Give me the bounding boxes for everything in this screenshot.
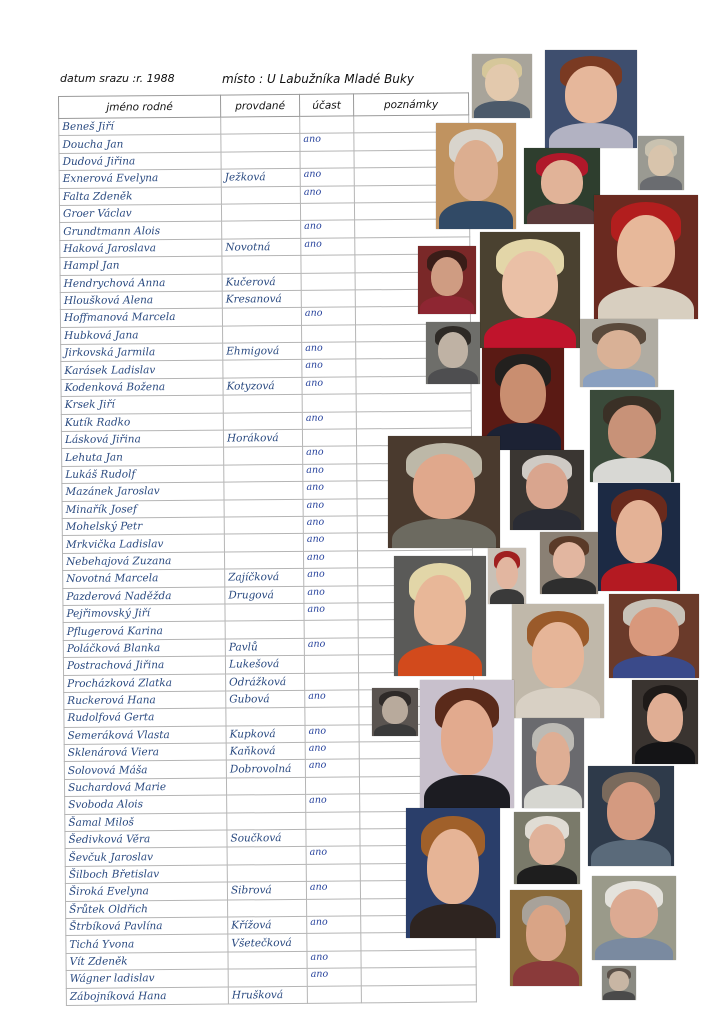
cell-birth-name: Suchardová Marie bbox=[64, 778, 226, 797]
portrait-photo bbox=[590, 390, 674, 482]
cell-birth-name: Šrůtek Oldřich bbox=[66, 900, 228, 919]
cell-birth-name: Poláčková Blanka bbox=[63, 639, 225, 658]
cell-birth-name: Haková Jaroslava bbox=[60, 239, 222, 258]
cell-attendance: ano bbox=[305, 759, 359, 777]
portrait-photo bbox=[480, 232, 580, 348]
cell-birth-name: Grundtmann Alois bbox=[60, 221, 222, 240]
cell-attendance: ano bbox=[304, 638, 358, 656]
cell-birth-name: Šedivková Věra bbox=[65, 830, 227, 849]
cell-birth-name: Krsek Jiří bbox=[61, 395, 223, 414]
cell-married-name: Kaňková bbox=[226, 742, 305, 760]
cell-attendance: ano bbox=[303, 551, 357, 569]
reunion-date: datum srazu :r. 1988 bbox=[60, 72, 175, 85]
portrait-photo bbox=[472, 54, 532, 118]
cell-birth-name: Jirkovská Jarmila bbox=[61, 343, 223, 362]
cell-birth-name: Postrachová Jiřina bbox=[63, 656, 225, 675]
cell-birth-name: Karásek Ladislav bbox=[61, 361, 223, 380]
cell-birth-name: Hloušková Alena bbox=[60, 291, 222, 310]
portrait-photo bbox=[394, 556, 486, 676]
cell-birth-name: Sklenárová Viera bbox=[64, 743, 226, 762]
cell-attendance: ano bbox=[300, 185, 354, 203]
cell-birth-name: Kodenková Božena bbox=[61, 378, 223, 397]
cell-attendance: ano bbox=[301, 220, 355, 238]
portrait-photo bbox=[420, 680, 514, 808]
cell-birth-name: Groer Václav bbox=[59, 204, 221, 223]
cell-attendance: ano bbox=[300, 168, 354, 186]
portrait-photo bbox=[426, 322, 480, 384]
cell-attendance: ano bbox=[304, 568, 358, 586]
portrait-photo bbox=[580, 319, 658, 387]
cell-birth-name: Dudová Jiřina bbox=[59, 152, 221, 171]
cell-married-name: Hrušková bbox=[228, 986, 307, 1004]
cell-birth-name: Falta Zdeněk bbox=[59, 187, 221, 206]
portrait-photo bbox=[436, 123, 516, 229]
cell-attendance: ano bbox=[305, 742, 359, 760]
cell-married-name: Kotyzová bbox=[223, 377, 302, 395]
portrait-photo bbox=[488, 548, 526, 604]
cell-attendance: ano bbox=[307, 951, 361, 969]
portrait-photo bbox=[510, 450, 584, 530]
cell-birth-name: Široká Evelyna bbox=[65, 882, 227, 901]
cell-birth-name: Hendrychová Anna bbox=[60, 274, 222, 293]
cell-attendance: ano bbox=[303, 533, 357, 551]
portrait-photo bbox=[609, 594, 699, 678]
portrait-photo bbox=[592, 876, 676, 960]
portrait-photo bbox=[510, 890, 582, 986]
cell-married-name: Sibrová bbox=[227, 882, 306, 900]
cell-birth-name: Tichá Yvona bbox=[66, 934, 228, 953]
cell-birth-name: Pejřimovský Jiří bbox=[63, 604, 225, 623]
portrait-photo bbox=[598, 483, 680, 591]
cell-birth-name: Kutík Radko bbox=[61, 413, 223, 432]
cell-attendance: ano bbox=[302, 377, 356, 395]
cell-married-name: Drugová bbox=[225, 586, 304, 604]
cell-married-name: Kučerová bbox=[222, 273, 301, 291]
cell-attendance: ano bbox=[301, 238, 355, 256]
cell-married-name: Součková bbox=[227, 829, 306, 847]
cell-married-name: Všetečková bbox=[228, 934, 307, 952]
cell-married-name: Kresanová bbox=[222, 290, 301, 308]
cell-married-name: Odrážková bbox=[226, 673, 305, 691]
col-header-birth-name: jméno rodné bbox=[59, 95, 221, 118]
portrait-photo bbox=[602, 966, 636, 1000]
reunion-place: místo : U Labužníka Mladé Buky bbox=[222, 72, 414, 86]
cell-birth-name: Pflugerová Karina bbox=[63, 621, 225, 640]
portrait-photo bbox=[638, 136, 684, 190]
portrait-photo bbox=[372, 688, 418, 736]
cell-birth-name: Lásková Jiřina bbox=[61, 430, 223, 449]
cell-attendance: ano bbox=[303, 481, 357, 499]
portrait-photo bbox=[418, 246, 476, 314]
cell-birth-name: Hoffmanová Marcela bbox=[60, 308, 222, 327]
cell-attendance: ano bbox=[306, 881, 360, 899]
portrait-photo bbox=[594, 195, 698, 319]
cell-birth-name: Wágner ladislav bbox=[66, 969, 228, 988]
portrait-photo bbox=[388, 436, 500, 548]
col-header-attendance: účast bbox=[299, 94, 353, 116]
cell-attendance: ano bbox=[305, 725, 359, 743]
portrait-photo bbox=[540, 532, 598, 594]
cell-attendance: ano bbox=[307, 916, 361, 934]
cell-attendance: ano bbox=[302, 342, 356, 360]
col-header-married-name: provdané bbox=[220, 94, 299, 117]
cell-attendance: ano bbox=[306, 794, 360, 812]
cell-birth-name: Lukáš Rudolf bbox=[62, 465, 224, 484]
cell-birth-name: Pazderová Naděžda bbox=[63, 587, 225, 606]
portrait-photo bbox=[632, 680, 698, 764]
cell-married-name: Novotná bbox=[222, 238, 301, 256]
cell-married-name: Pavlů bbox=[225, 638, 304, 656]
cell-married-name: Dobrovolná bbox=[226, 760, 305, 778]
cell-married-name: Gubová bbox=[226, 690, 305, 708]
cell-birth-name: Doucha Jan bbox=[59, 134, 221, 153]
portrait-photo bbox=[522, 718, 584, 808]
cell-birth-name: Lehuta Jan bbox=[62, 447, 224, 466]
cell-birth-name: Mrkvička Ladislav bbox=[62, 534, 224, 553]
cell-birth-name: Rudolfová Gerta bbox=[64, 708, 226, 727]
cell-married-name: Horáková bbox=[223, 429, 302, 447]
cell-birth-name: Hampl Jan bbox=[60, 256, 222, 275]
cell-married-name: Zajíčková bbox=[225, 569, 304, 587]
cell-married-name: Lukešová bbox=[225, 655, 304, 673]
cell-birth-name: Procházková Zlatka bbox=[64, 674, 226, 693]
portrait-photo bbox=[406, 808, 500, 938]
cell-birth-name: Novotná Marcela bbox=[63, 569, 225, 588]
cell-attendance: ano bbox=[302, 359, 356, 377]
cell-attendance: ano bbox=[303, 516, 357, 534]
cell-attendance: ano bbox=[301, 307, 355, 325]
portrait-photo bbox=[588, 766, 674, 866]
cell-birth-name: Svoboda Alois bbox=[65, 795, 227, 814]
cell-birth-name: Ruckerová Hana bbox=[64, 691, 226, 710]
cell-birth-name: Nebehajová Zuzana bbox=[62, 552, 224, 571]
cell-birth-name: Štrbíková Pavlína bbox=[66, 917, 228, 936]
cell-birth-name: Exnerová Evelyna bbox=[59, 169, 221, 188]
cell-birth-name: Šamal Miloš bbox=[65, 813, 227, 832]
cell-attendance: ano bbox=[305, 690, 359, 708]
portrait-photo bbox=[514, 812, 580, 884]
portrait-photo bbox=[512, 604, 604, 718]
cell-birth-name: Beneš Jiří bbox=[59, 117, 221, 136]
col-header-notes: poznámky bbox=[353, 93, 468, 116]
cell-birth-name: Hubková Jana bbox=[61, 326, 223, 345]
cell-attendance: ano bbox=[303, 498, 357, 516]
cell-birth-name: Minařík Josef bbox=[62, 500, 224, 519]
cell-attendance: ano bbox=[300, 133, 354, 151]
cell-attendance: ano bbox=[307, 968, 361, 986]
cell-attendance: ano bbox=[303, 464, 357, 482]
cell-birth-name: Mohelský Petr bbox=[62, 517, 224, 536]
cell-birth-name: Semeráková Vlasta bbox=[64, 726, 226, 745]
cell-birth-name: Zábojníková Hana bbox=[66, 987, 228, 1006]
portrait-photo bbox=[524, 148, 600, 224]
cell-attendance: ano bbox=[304, 603, 358, 621]
cell-birth-name: Mazánek Jaroslav bbox=[62, 482, 224, 501]
cell-birth-name: Solovová Máša bbox=[64, 761, 226, 780]
cell-birth-name: Vít Zdeněk bbox=[66, 952, 228, 971]
cell-married-name: Kupková bbox=[226, 725, 305, 743]
cell-married-name: Křížová bbox=[228, 916, 307, 934]
cell-attendance: ano bbox=[302, 412, 356, 430]
cell-birth-name: Šilboch Břetislav bbox=[65, 865, 227, 884]
cell-attendance: ano bbox=[303, 446, 357, 464]
cell-married-name: Ehmigová bbox=[223, 342, 302, 360]
cell-attendance: ano bbox=[304, 585, 358, 603]
cell-birth-name: Ševčuk Jaroslav bbox=[65, 847, 227, 866]
portrait-photo bbox=[482, 348, 564, 450]
cell-married-name: Ježková bbox=[221, 169, 300, 187]
cell-attendance: ano bbox=[306, 846, 360, 864]
portrait-photo bbox=[545, 50, 637, 148]
